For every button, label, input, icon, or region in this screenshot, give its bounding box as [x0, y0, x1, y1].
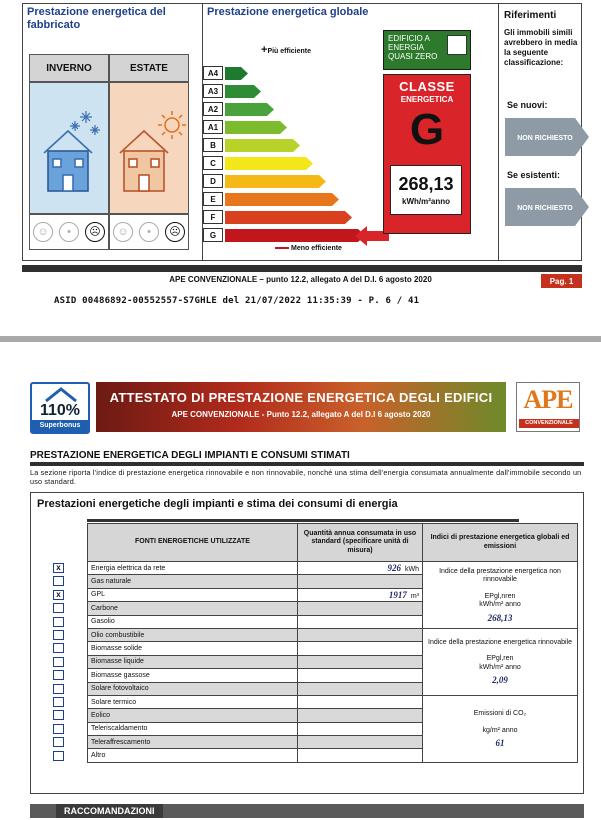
- energy-source-quantity: [298, 615, 423, 628]
- rating-bar: [225, 229, 366, 242]
- energy-source-checkbox[interactable]: [53, 697, 64, 707]
- sad-face-icon: ☹: [85, 222, 105, 242]
- energy-source-name: Gasolio: [88, 615, 298, 628]
- consumption-box-title: Prestazioni energetiche degli impianti e stima dei consumi di energia: [37, 498, 398, 510]
- index-value: 268,13: [487, 612, 513, 623]
- energy-class-unit: kWh/m²anno: [402, 197, 450, 206]
- page-number-badge: Pag. 1: [541, 274, 582, 288]
- quantity-unit: m³: [410, 592, 419, 600]
- energy-source-name: Teleraffrescamento: [88, 736, 298, 749]
- existing-buildings-label: Se esistenti:: [507, 170, 561, 180]
- energy-source-checkbox[interactable]: x: [53, 563, 64, 573]
- quantity-value: 926: [387, 563, 401, 574]
- building-performance-title: Prestazione energetica del fabbricato: [27, 6, 166, 31]
- energy-source-quantity: [298, 575, 423, 588]
- happy-face-icon: ☺: [33, 222, 53, 242]
- energy-summary-frame: [22, 3, 582, 261]
- column-header-sources: FONTI ENERGETICHE UTILIZZATE: [88, 524, 298, 562]
- rating-label: F: [203, 210, 223, 224]
- nzeb-indicator: EDIFICIO A ENERGIA QUASI ZERO: [383, 30, 471, 70]
- energy-source-quantity: [298, 588, 423, 601]
- rating-label: B: [203, 138, 223, 152]
- co2-emissions: [423, 695, 578, 762]
- energy-sources-table: [87, 523, 578, 763]
- summer-quality-rating: [109, 214, 189, 250]
- table-row: [88, 562, 578, 575]
- certificate-page-1: [0, 0, 601, 338]
- superbonus-label: Superbonus: [32, 420, 88, 432]
- new-buildings-label: Se nuovi:: [507, 100, 548, 110]
- superbonus-logo: [30, 382, 90, 434]
- energy-source-quantity: [298, 709, 423, 722]
- rating-label: A2: [203, 102, 223, 116]
- neutral-face-icon: •: [59, 222, 79, 242]
- energy-class-box: [383, 74, 471, 234]
- recommendations-title: RACCOMANDAZIONI: [56, 804, 163, 818]
- energy-source-checkbox[interactable]: [53, 670, 64, 680]
- quantity-unit: kWh: [405, 566, 419, 574]
- rating-bar: [225, 121, 288, 134]
- rating-bar: [225, 193, 340, 206]
- references-column: [499, 4, 581, 260]
- references-description: Gli immobili simili avrebbero in media la seguente classificazione:: [504, 28, 578, 67]
- energy-source-checkbox[interactable]: [53, 643, 64, 653]
- table-row: [88, 628, 578, 641]
- page-footer-bar: [22, 265, 582, 272]
- energy-source-name: Altro: [88, 749, 298, 762]
- energy-source-checkbox[interactable]: x: [53, 590, 64, 600]
- energy-source-checkbox[interactable]: [53, 710, 64, 720]
- asid-stamp: ASID 00486892-00552557-S7GHLE del 21/07/2022 11:35:39 - P. 6 / 41: [54, 296, 420, 306]
- energy-source-checkbox[interactable]: [53, 737, 64, 747]
- energy-source-checkbox[interactable]: [53, 630, 64, 640]
- rating-label: A4: [203, 66, 223, 80]
- rating-label: E: [203, 192, 223, 206]
- ape-logo: [516, 382, 580, 432]
- summer-header: ESTATE: [109, 54, 189, 82]
- rating-label: A1: [203, 120, 223, 134]
- energy-class-title: CLASSE: [399, 79, 455, 94]
- index-label: Emissioni di CO₂: [473, 710, 527, 718]
- existing-buildings-arrow: [505, 188, 589, 226]
- energy-source-name: Biomasse liquide: [88, 655, 298, 668]
- section-description: La sezione riporta l'indice di prestazione energetica rinnovabile e non rinnovabile, nonché una stima dell'energia consumata annualmente dall'immobile secondo un uso standard.: [30, 468, 582, 486]
- energy-source-checkbox[interactable]: [53, 617, 64, 627]
- column-header-quantity: Quantità annua consumata in uso standard (specificare unità di misura): [298, 524, 423, 562]
- more-efficient-label: +Più efficiente: [261, 44, 312, 56]
- index-unit: kWh/m² anno: [479, 601, 521, 609]
- winter-header: INVERNO: [29, 54, 109, 82]
- energy-source-quantity: [298, 642, 423, 655]
- certificate-title: ATTESTATO DI PRESTAZIONE ENERGETICA DEGLI EDIFICI: [109, 390, 493, 405]
- energy-source-checkbox[interactable]: [53, 724, 64, 734]
- energy-class-value: 268,13: [398, 174, 454, 194]
- certificate-subtitle: APE CONVENZIONALE - Punto 12.2, allegato A del D.I 6 agosto 2020: [171, 410, 431, 419]
- energy-source-name: Biomasse solide: [88, 642, 298, 655]
- energy-source-checkbox[interactable]: [53, 657, 64, 667]
- rating-label: G: [203, 228, 223, 242]
- index-code: EPgl,ren: [486, 655, 514, 663]
- index-label: Indice della prestazione energetica rinnovabile: [428, 638, 572, 646]
- existing-buildings-value: NON RICHIESTO: [517, 205, 573, 212]
- winter-house-panel: [29, 82, 109, 214]
- references-title: Riferimenti: [504, 10, 557, 21]
- index-label: Indice della prestazione energetica non rinnovabile: [439, 567, 561, 584]
- nzeb-checkbox: [447, 35, 467, 55]
- energy-source-checkbox[interactable]: [53, 576, 64, 586]
- rating-bar: [225, 85, 262, 98]
- global-performance-title: Prestazione energetica globale: [207, 6, 369, 18]
- energy-source-quantity: [298, 682, 423, 695]
- energy-source-name: Solare termico: [88, 695, 298, 708]
- energy-source-name: Eolico: [88, 709, 298, 722]
- energy-source-quantity: [298, 695, 423, 708]
- consumption-box-divider: [87, 519, 519, 522]
- section-divider: [30, 462, 584, 466]
- index-value: 2,09: [492, 675, 508, 686]
- consumption-box: [30, 492, 584, 794]
- renewable-index: [423, 628, 578, 695]
- energy-rating-scale: [203, 66, 383, 246]
- energy-source-quantity: [298, 655, 423, 668]
- energy-source-name: Gas naturale: [88, 575, 298, 588]
- energy-source-quantity: [298, 628, 423, 641]
- index-unit: kWh/m² anno: [479, 663, 521, 671]
- energy-source-checkbox[interactable]: [53, 684, 64, 694]
- sad-face-icon: ☹: [165, 222, 185, 242]
- new-buildings-arrow: [505, 118, 589, 156]
- energy-class-value-box: [390, 165, 462, 215]
- quantity-value: 1917: [388, 589, 407, 600]
- ape-logo-text: APE: [523, 385, 573, 414]
- energy-class-letter: G: [409, 105, 445, 154]
- house-roof-icon: [44, 386, 78, 402]
- rating-bar: [225, 175, 327, 188]
- certificate-page-2: [0, 342, 601, 820]
- global-performance-column: [203, 4, 499, 260]
- ape-logo-subtitle: CONVENZIONALE: [519, 419, 579, 428]
- footer-reference: APE CONVENZIONALE – punto 12.2, allegato A del D.I. 6 agosto 2020: [169, 275, 432, 284]
- section-title: PRESTAZIONE ENERGETICA DEGLI IMPIANTI E CONSUMI STIMATI: [30, 450, 350, 461]
- energy-source-quantity: [298, 722, 423, 735]
- recommendations-bar: [30, 804, 584, 818]
- snowflake-house-icon: [30, 83, 110, 215]
- column-header-index: Indici di prestazione energetica globali ed emissioni: [423, 524, 578, 562]
- sun-house-icon: [110, 83, 190, 215]
- certificate-banner: [96, 382, 506, 432]
- rating-label: D: [203, 174, 223, 188]
- energy-class-subtitle: ENERGETICA: [400, 95, 454, 104]
- summer-house-panel: [109, 82, 189, 214]
- energy-source-quantity: [298, 749, 423, 762]
- rating-bar: [225, 211, 353, 224]
- index-value: 61: [495, 738, 505, 749]
- index-code: EPgl,nren: [484, 592, 516, 600]
- index-unit: kg/m² anno: [482, 726, 518, 734]
- energy-source-name: Carbone: [88, 602, 298, 615]
- building-performance-column: [23, 4, 203, 260]
- energy-source-name: Teleriscaldamento: [88, 722, 298, 735]
- rating-bar: [225, 139, 301, 152]
- new-buildings-value: NON RICHIESTO: [517, 135, 573, 142]
- happy-face-icon: ☺: [113, 222, 133, 242]
- rating-bar: [225, 67, 249, 80]
- energy-source-name: Olio combustibile: [88, 628, 298, 641]
- energy-source-name: Biomasse gassose: [88, 669, 298, 682]
- energy-source-quantity: [298, 602, 423, 615]
- superbonus-percent: 110%: [39, 402, 81, 419]
- winter-quality-rating: [29, 214, 109, 250]
- rating-label: A3: [203, 84, 223, 98]
- less-efficient-label: Meno efficiente: [275, 245, 342, 252]
- energy-source-quantity: [298, 736, 423, 749]
- rating-bar: [225, 157, 314, 170]
- energy-source-name: Energia elettrica da rete: [88, 562, 298, 575]
- energy-source-checkbox[interactable]: [53, 751, 64, 761]
- rating-label: C: [203, 156, 223, 170]
- minus-icon: [275, 247, 289, 249]
- energy-source-name: Solare fotovoltaico: [88, 682, 298, 695]
- energy-source-name: GPL: [88, 588, 298, 601]
- energy-source-quantity: [298, 669, 423, 682]
- energy-source-quantity: [298, 562, 423, 575]
- plus-icon: +: [261, 44, 268, 56]
- neutral-face-icon: •: [139, 222, 159, 242]
- non-renewable-index: [423, 562, 578, 629]
- rating-bar: [225, 103, 275, 116]
- energy-source-checkbox[interactable]: [53, 603, 64, 613]
- table-row: [88, 695, 578, 708]
